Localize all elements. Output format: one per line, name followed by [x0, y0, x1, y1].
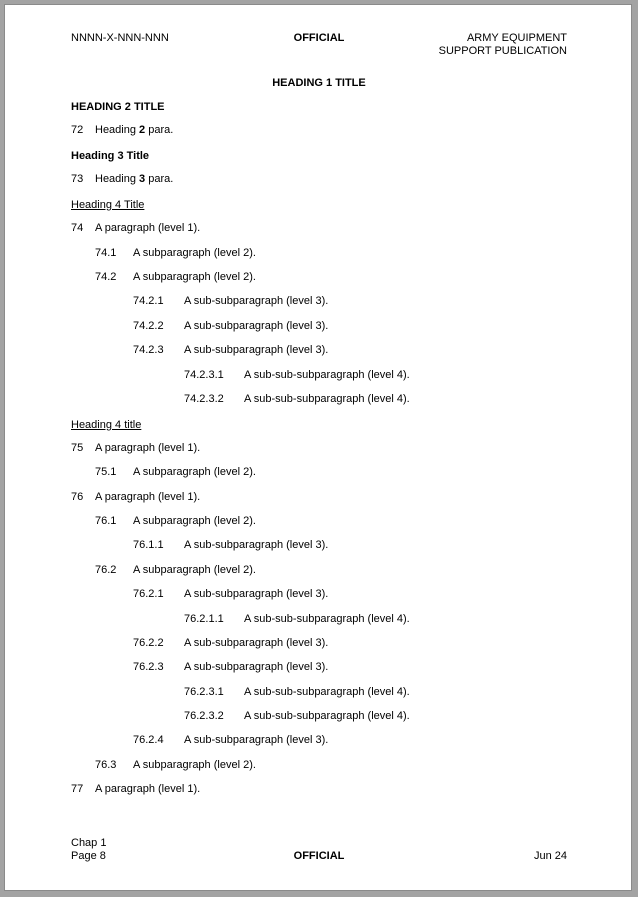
heading-1-title: HEADING 1 TITLE — [272, 77, 366, 89]
item-text: A sub-subparagraph (level 3). — [184, 588, 329, 600]
item-text: A paragraph (level 1). — [95, 222, 201, 234]
item-number: 76.2.1 — [133, 588, 164, 600]
item-text: A sub-sub-subparagraph (level 4). — [244, 393, 410, 405]
paragraph-text — [95, 173, 173, 186]
item-number: 74.2.3.2 — [184, 393, 224, 405]
item-number: 74.2.3 — [133, 344, 164, 356]
footer-chapter: Chap 1 — [71, 837, 107, 849]
item-number: 76.2 — [95, 564, 117, 576]
item-number: 76.2.2 — [133, 637, 164, 649]
footer-page-number: Page 8 — [71, 850, 106, 862]
item-text: A paragraph (level 1). — [95, 442, 201, 454]
item-number: 74 — [71, 222, 84, 234]
header-classification: OFFICIAL — [293, 32, 345, 44]
item-text: A sub-sub-subparagraph (level 4). — [244, 613, 410, 625]
item-text: A paragraph (level 1). — [95, 491, 201, 503]
paragraph-text — [95, 124, 173, 137]
item-text: A subparagraph (level 2). — [133, 271, 256, 283]
text-part: para. — [145, 173, 174, 185]
footer-date: Jun 24 — [533, 850, 567, 862]
item-number: 77 — [71, 783, 84, 795]
item-text: A sub-subparagraph (level 3). — [184, 344, 329, 356]
item-text: A subparagraph (level 2). — [133, 759, 256, 771]
item-number: 76.2.3.2 — [184, 710, 224, 722]
header-publisher-line2: SUPPORT PUBLICATION — [438, 45, 567, 57]
item-text: A sub-subparagraph (level 3). — [184, 661, 329, 673]
item-text: A sub-sub-subparagraph (level 4). — [244, 369, 410, 381]
item-number: 74.2.1 — [133, 295, 164, 307]
text-part: Heading — [95, 173, 140, 185]
item-text: A subparagraph (level 2). — [133, 515, 256, 527]
item-text: A sub-sub-subparagraph (level 4). — [244, 686, 410, 698]
heading-2-title: HEADING 2 TITLE — [71, 101, 165, 113]
document-page — [4, 4, 632, 891]
item-number: 74.2 — [95, 271, 117, 283]
item-number: 75.1 — [95, 466, 117, 478]
footer-classification: OFFICIAL — [293, 850, 345, 862]
item-text: A subparagraph (level 2). — [133, 466, 256, 478]
item-number: 76.2.1.1 — [184, 613, 224, 625]
item-text: A sub-subparagraph (level 3). — [184, 295, 329, 307]
item-text: A sub-sub-subparagraph (level 4). — [244, 710, 410, 722]
item-number: 76 — [71, 491, 84, 503]
text-bold-part: 2 — [139, 124, 146, 136]
heading-3-title: Heading 3 Title — [71, 150, 150, 162]
item-number: 74.2.2 — [133, 320, 164, 332]
item-number: 74.1 — [95, 247, 117, 259]
item-number: 76.1 — [95, 515, 117, 527]
paragraph-number: 73 — [71, 173, 84, 185]
item-text: A subparagraph (level 2). — [133, 564, 256, 576]
item-text: A subparagraph (level 2). — [133, 247, 256, 259]
text-bold-part: 3 — [139, 173, 146, 185]
item-number: 74.2.3.1 — [184, 369, 224, 381]
item-number: 76.2.3.1 — [184, 686, 224, 698]
item-text: A paragraph (level 1). — [95, 783, 201, 795]
heading-4-title: Heading 4 title — [71, 419, 142, 431]
text-part: para. — [145, 124, 174, 136]
paragraph-number: 72 — [71, 124, 84, 136]
item-number: 76.3 — [95, 759, 117, 771]
heading-4-title: Heading 4 Title — [71, 199, 145, 211]
item-text: A sub-subparagraph (level 3). — [184, 637, 329, 649]
item-number: 76.1.1 — [133, 539, 164, 551]
item-number: 76.2.3 — [133, 661, 164, 673]
item-text: A sub-subparagraph (level 3). — [184, 734, 329, 746]
text-part: Heading — [95, 124, 140, 136]
item-number: 75 — [71, 442, 84, 454]
item-text: A sub-subparagraph (level 3). — [184, 539, 329, 551]
item-text: A sub-subparagraph (level 3). — [184, 320, 329, 332]
header-doc-number: NNNN-X-NNN-NNN — [71, 32, 169, 44]
item-number: 76.2.4 — [133, 734, 164, 746]
header-publisher-line1: ARMY EQUIPMENT — [466, 32, 567, 44]
